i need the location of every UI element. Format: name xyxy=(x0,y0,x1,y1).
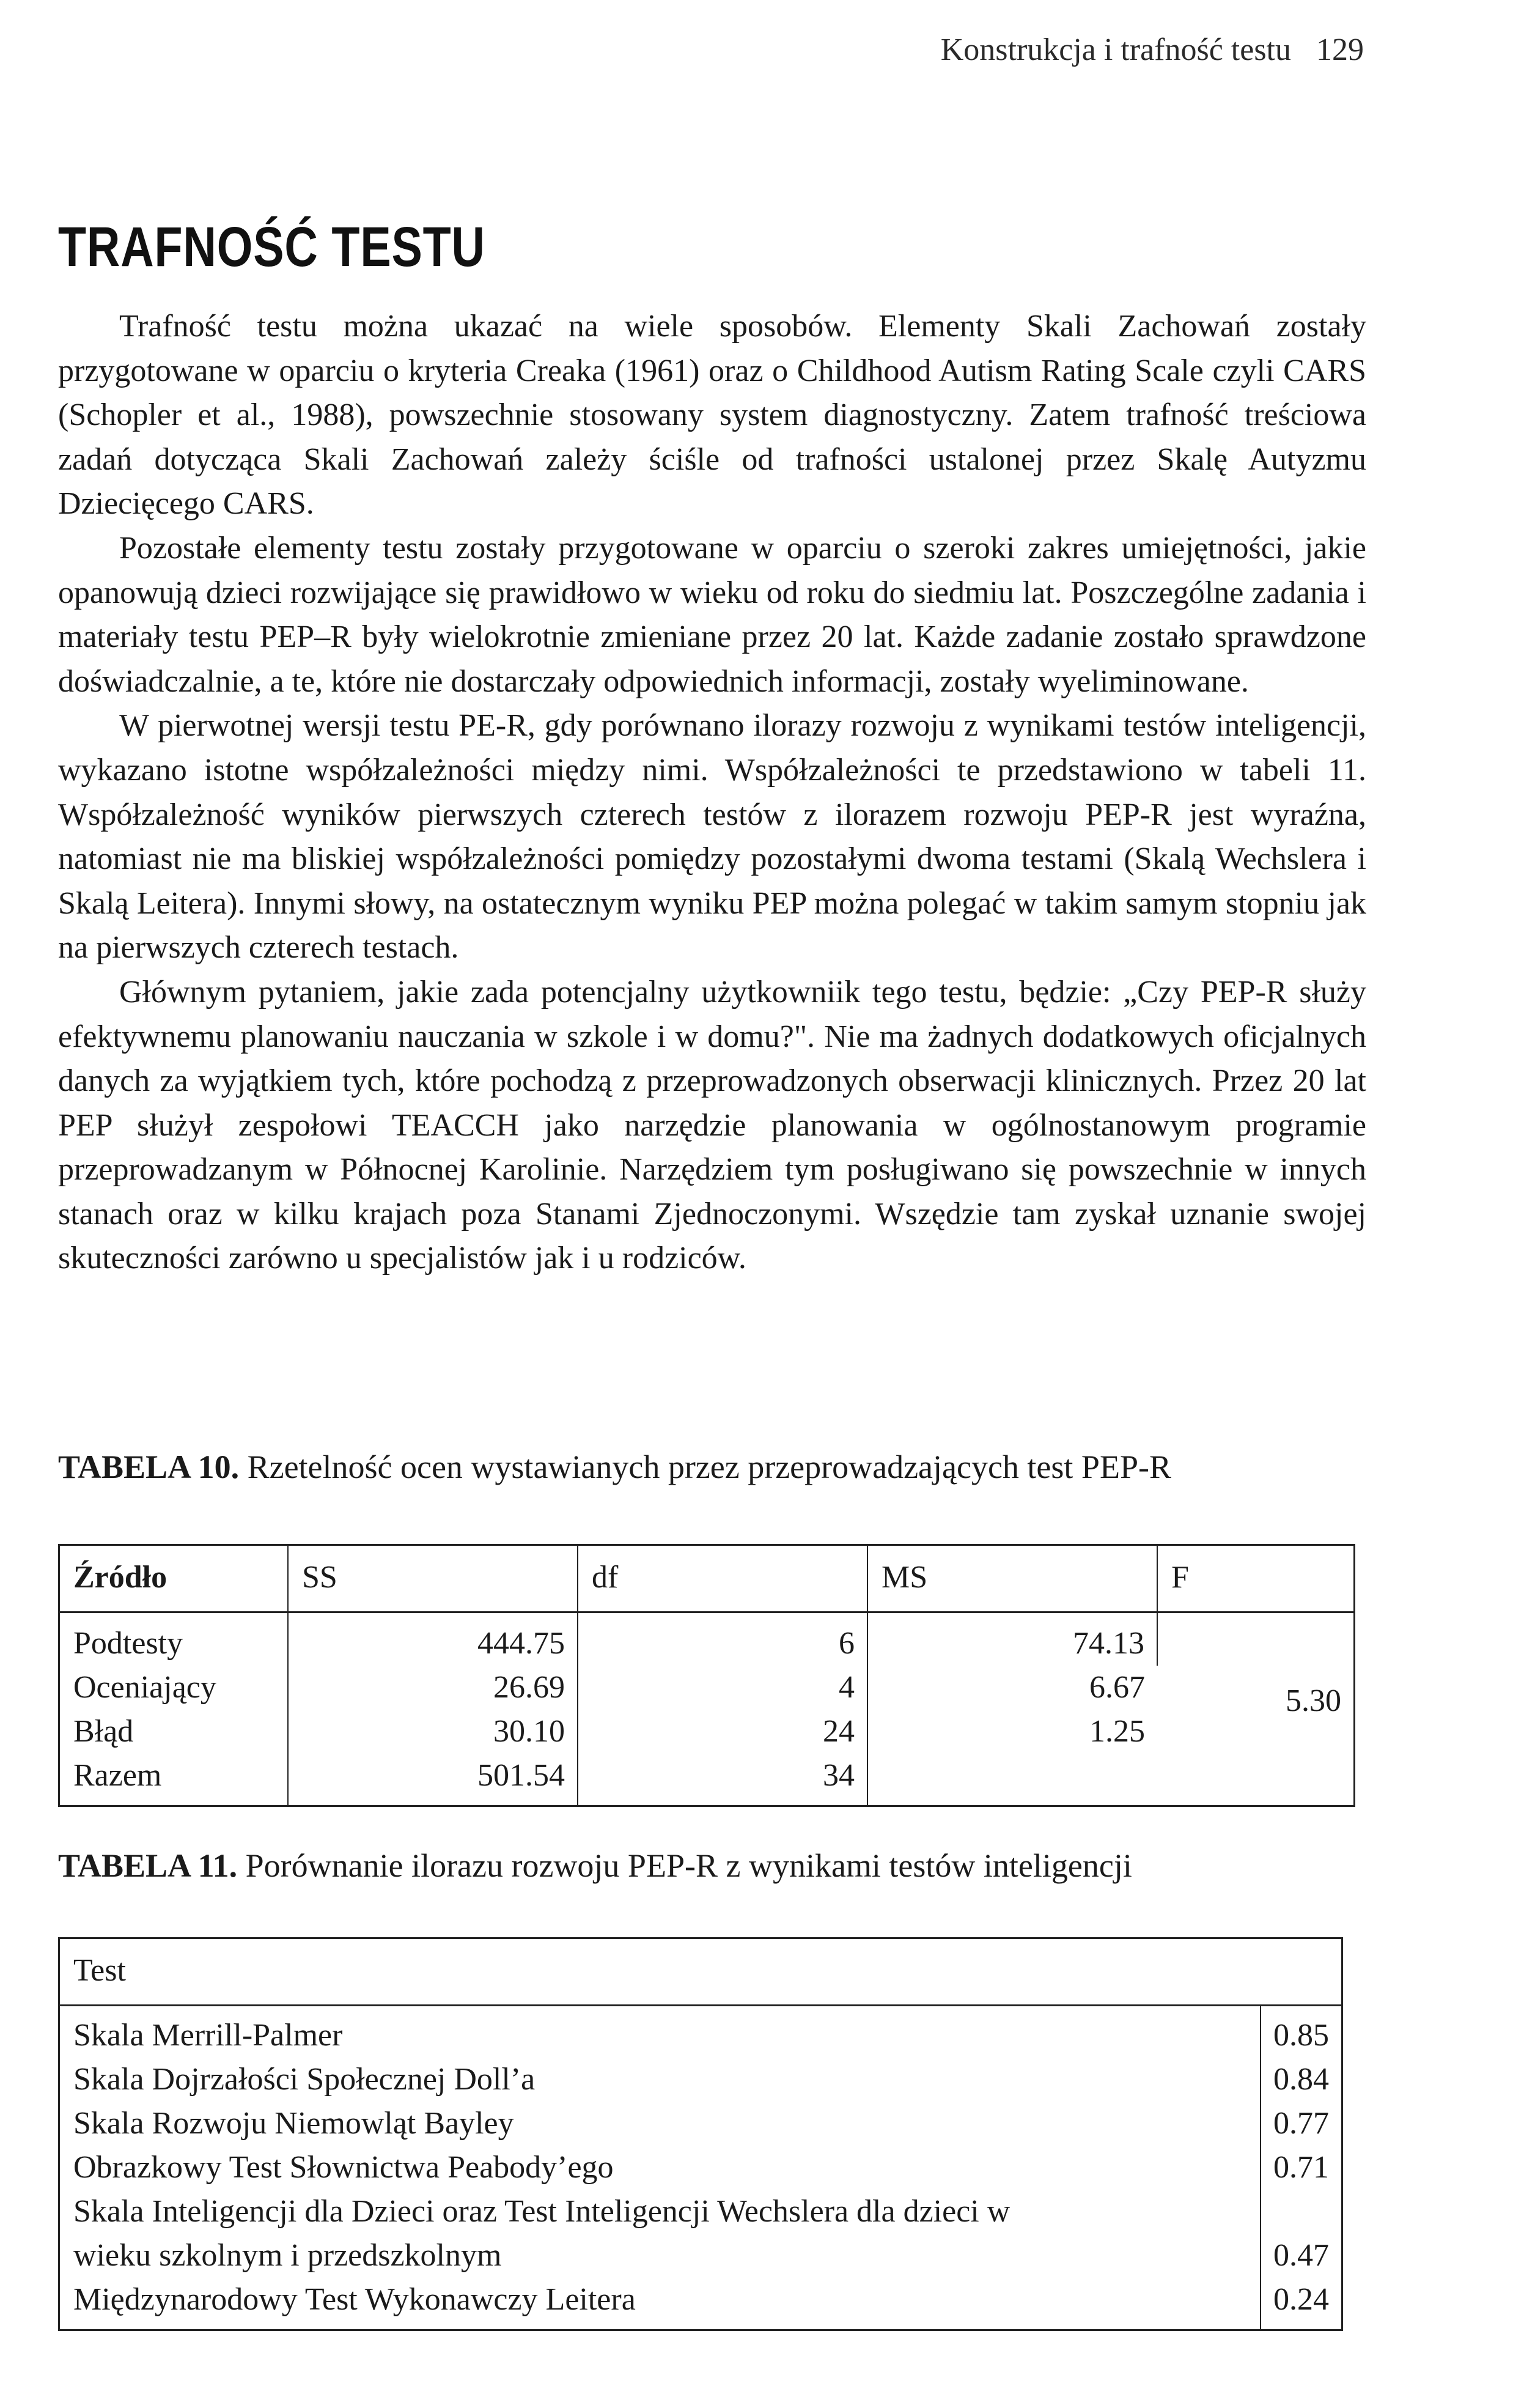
header-cell: F xyxy=(1157,1545,1355,1612)
running-title: Konstrukcja i trafność testu xyxy=(940,32,1291,67)
cell-ms: 6.67 xyxy=(1089,1670,1145,1705)
cell-correlation: 0.24 xyxy=(1261,2278,1342,2330)
reliability-table xyxy=(58,1544,1355,1807)
cell-source: Podtesty xyxy=(59,1612,289,1666)
table-10-caption xyxy=(58,1448,1171,1486)
intelligence-comparison-table xyxy=(58,1937,1343,2331)
table-row xyxy=(59,2006,1342,2058)
header-cell: df xyxy=(578,1545,867,1612)
table-header-row xyxy=(59,1545,1355,1612)
paragraph: W pierwotnej wersji testu PE-R, gdy porównano ilorazy rozwoju z wynikami testów inteligencji, wykazano istotne współzależności między nimi. Współzależności te przedstawiono w tabeli 11. Współzależność wyników pierwszych czterech testów z ilorazem rozwoju PEP-R jest wyraźna, natomiast nie ma bliskiej współzależności pomiędzy pozostałymi dwoma testami (Skalą Wechslera i Skalą Leitera). Innymi słowy, na ostatecznym wyniku PEP można polegać w takim samym stopniu jak na pierwszych czterech testach. xyxy=(58,708,1366,966)
body-text xyxy=(58,305,1366,1281)
header-cell: MS xyxy=(867,1545,1157,1612)
table-11-label: TABELA 11. xyxy=(58,1847,238,1884)
cell-test-name: Skala Inteligencji dla Dzieci oraz Test Inteligencji Wechslera dla dzieci w wieku szkolnym i przedszkolnym xyxy=(73,2194,1010,2273)
table-row xyxy=(59,1612,1355,1666)
cell-ms xyxy=(867,1754,1157,1806)
header-cell: Test xyxy=(59,1938,1342,2006)
table-row xyxy=(59,2058,1342,2102)
cell-df: 6 xyxy=(578,1612,867,1666)
paragraph: Pozostałe elementy testu zostały przygotowane w oparciu o szeroki zakres umiejętności, jakie opanowują dzieci rozwijające się prawidłowo w wieku od roku do siedmiu lat. Poszczególne zadania i materiały testu PEP–R były wielokrotnie zmieniane przez 20 lat. Każde zadanie zostało sprawdzone doświadczalnie, a te, które nie dostarczały odpowiednich informacji, zostały wyeliminowane. xyxy=(58,530,1366,699)
cell-ss: 26.69 xyxy=(288,1666,578,1710)
cell-test-name: Skala Rozwoju Niemowląt Bayley xyxy=(73,2106,514,2141)
table-row xyxy=(59,2190,1342,2278)
header-cell: Źródło xyxy=(59,1545,289,1612)
table-11-caption-text: Porównanie ilorazu rozwoju PEP-R z wynikami testów inteligencji xyxy=(245,1847,1132,1884)
cell-source: Oceniający xyxy=(59,1666,289,1710)
table-row xyxy=(59,2146,1342,2190)
cell-source: Razem xyxy=(59,1754,289,1806)
cell-correlation: 0.85 xyxy=(1261,2006,1342,2058)
cell-correlation: 0.71 xyxy=(1261,2146,1342,2190)
section-title: TRAFNOŚĆ TESTU xyxy=(58,216,485,278)
cell-df: 24 xyxy=(578,1710,867,1754)
table-row xyxy=(59,2102,1342,2146)
cell-test-name: Międzynarodowy Test Wykonawczy Leitera xyxy=(73,2282,636,2317)
cell-correlation: 0.77 xyxy=(1261,2102,1342,2146)
cell-df: 34 xyxy=(578,1754,867,1806)
table-10-caption-text: Rzetelność ocen wystawianych przez przeprowadzających test PEP-R xyxy=(247,1449,1171,1485)
cell-f: 5.30 xyxy=(1286,1683,1341,1718)
cell-test-name: Obrazkowy Test Słownictwa Peabody’ego xyxy=(73,2150,614,2185)
cell-ms: 74.13 xyxy=(867,1612,1157,1666)
cell-ss: 444.75 xyxy=(288,1612,578,1666)
cell-ss: 501.54 xyxy=(288,1754,578,1806)
running-header xyxy=(941,32,1364,68)
cell-source: Błąd xyxy=(59,1710,289,1754)
header-cell: SS xyxy=(288,1545,578,1612)
paragraph: Trafność testu można ukazać na wiele sposobów. Elementy Skali Zachowań zostały przygotowane w oparciu o kryteria Creaka (1961) oraz o Childhood Autism Rating Scale czyli CARS (Schopler et al., 1988), powszechnie stosowany system diagnostyczny. Zatem trafność treściowa zadań dotycząca Skali Zachowań zależy ściśle od trafności ustalonej przez Skalę Autyzmu Dziecięcego CARS. xyxy=(58,309,1366,522)
cell-test-name: Skala Dojrzałości Społecznej Doll’a xyxy=(73,2062,536,2097)
cell-test-name: Skala Merrill-Palmer xyxy=(73,2018,343,2053)
cell-correlation: 0.47 xyxy=(1261,2190,1342,2278)
cell-ss: 30.10 xyxy=(288,1710,578,1754)
table-row xyxy=(59,2278,1342,2330)
cell-correlation: 0.84 xyxy=(1261,2058,1342,2102)
table-10-label: TABELA 10. xyxy=(58,1449,240,1485)
table-header-row xyxy=(59,1938,1342,2006)
cell-df: 4 xyxy=(578,1666,867,1710)
table-11-caption xyxy=(58,1847,1132,1885)
page-number: 129 xyxy=(1316,32,1364,67)
paragraph: Głównym pytaniem, jakie zada potencjalny użytkowniik tego testu, będzie: „Czy PEP-R służy efektywnemu planowaniu nauczania w szkole i w domu?". Nie ma żadnych dodatkowych oficjalnych danych za wyjątkiem tych, które pochodzą z przeprowadzonych obserwacji klinicznych. Przez 20 lat PEP służył zespołowi TEACCH jako narzędzie planowania w ogólnostanowym programie przeprowadzanym w Północnej Karolinie. Narzędziem tym posługiwano się powszechnie w innych stanach oraz w kilku krajach poza Stanami Zjednoczonymi. Wszędzie tam zyskał uznanie swojej skuteczności zarówno u specjalistów jak i u rodziców. xyxy=(58,974,1366,1276)
cell-ms: 1.25 xyxy=(1089,1714,1145,1749)
